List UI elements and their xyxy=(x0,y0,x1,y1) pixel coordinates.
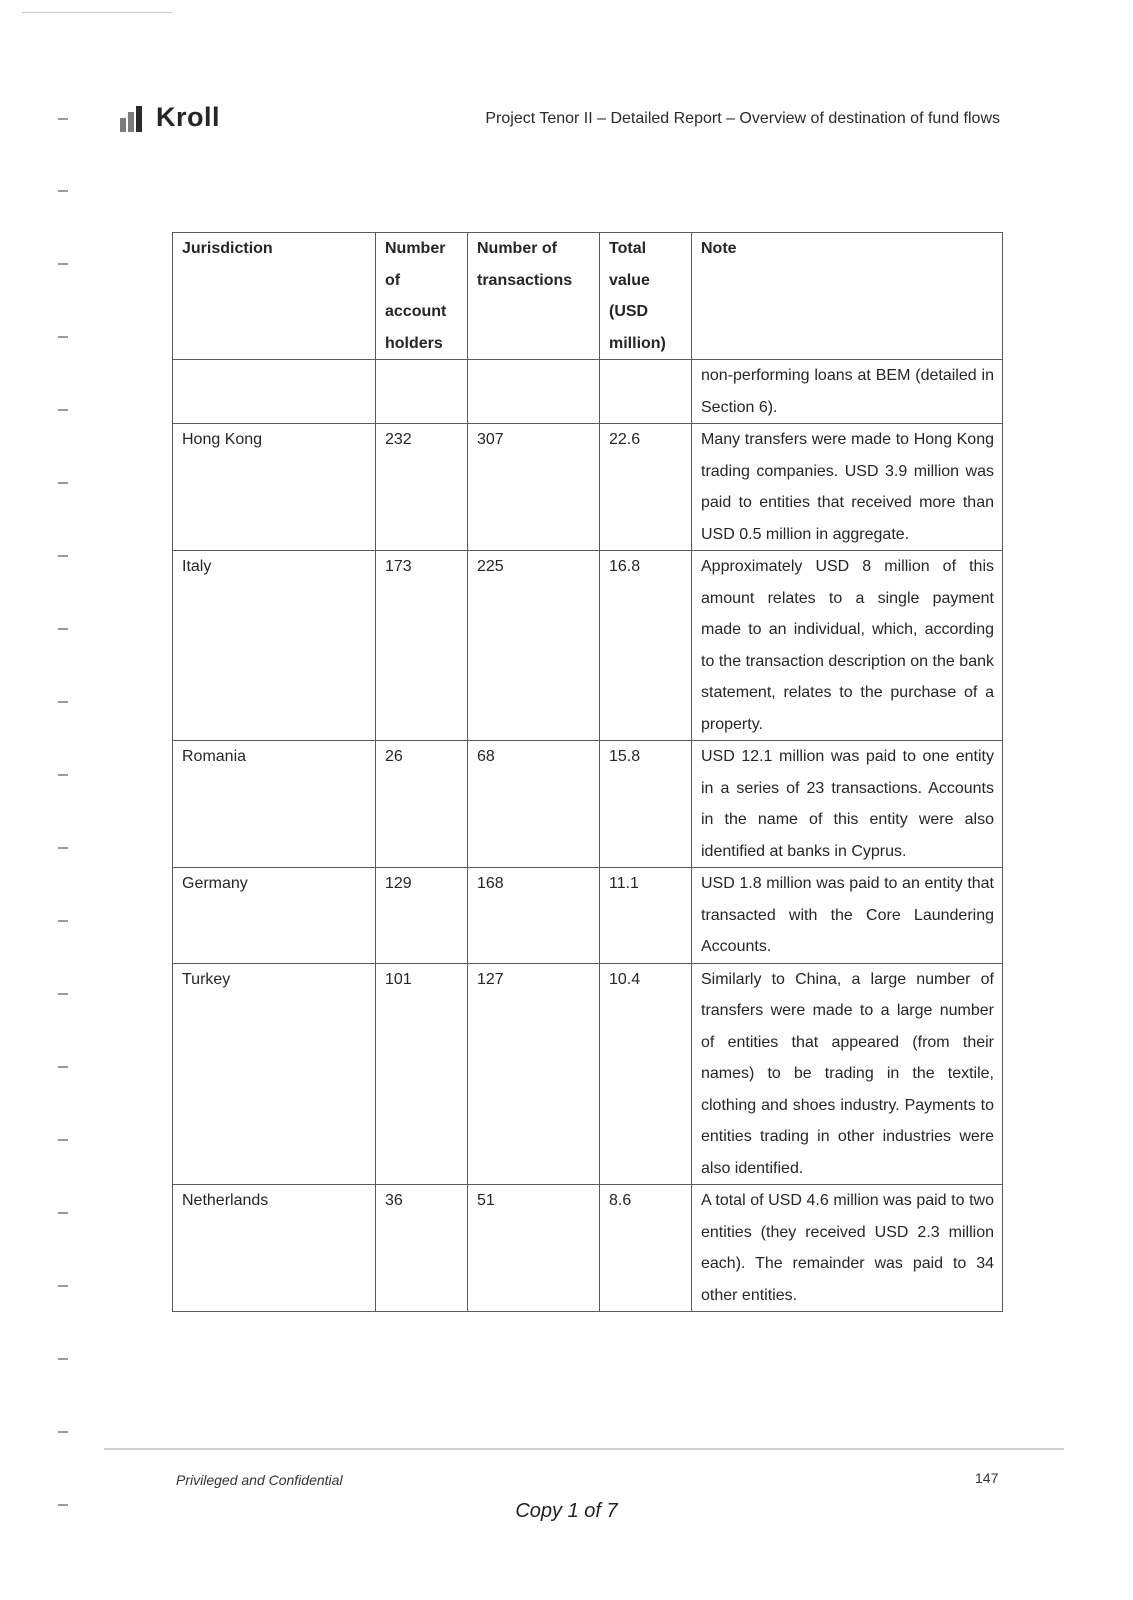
cell-transactions: 168 xyxy=(468,868,600,964)
cell-account-holders: 173 xyxy=(376,551,468,741)
confidentiality-notice: Privileged and Confidential xyxy=(176,1472,343,1488)
table-row xyxy=(173,868,1003,964)
kroll-logo xyxy=(120,102,220,133)
table-header-row xyxy=(173,233,1003,360)
cell-jurisdiction: Turkey xyxy=(173,963,376,1185)
cell-jurisdiction: Germany xyxy=(173,868,376,964)
cell-account-holders: 232 xyxy=(376,424,468,551)
cell-transactions: 225 xyxy=(468,551,600,741)
table-row xyxy=(173,741,1003,868)
cell-jurisdiction: Netherlands xyxy=(173,1185,376,1312)
cell-jurisdiction: Hong Kong xyxy=(173,424,376,551)
table-row xyxy=(173,963,1003,1185)
cell-total-value: 10.4 xyxy=(600,963,692,1185)
kroll-logo-icon xyxy=(120,104,152,132)
cell-account-holders: 26 xyxy=(376,741,468,868)
cell-transactions: 68 xyxy=(468,741,600,868)
cell-total-value: 15.8 xyxy=(600,741,692,868)
footer-divider xyxy=(104,1448,1064,1450)
cell-note: Approximately USD 8 million of this amount relates to a single payment made to an individual, which, according to the transaction description on the bank statement, relates to the purchase of a property. xyxy=(692,551,1003,741)
cell-note: USD 1.8 million was paid to an entity that transacted with the Core Laundering Accounts. xyxy=(692,868,1003,964)
cell-account-holders: 36 xyxy=(376,1185,468,1312)
continued-note: non-performing loans at BEM (detailed in Section 6). xyxy=(692,360,1003,424)
logo-text: Kroll xyxy=(156,102,221,132)
cell-jurisdiction: Italy xyxy=(173,551,376,741)
table-row xyxy=(173,551,1003,741)
cell-transactions: 127 xyxy=(468,963,600,1185)
cell-note: A total of USD 4.6 million was paid to two entities (they received USD 2.3 million each). The remainder was paid to 34 other entities. xyxy=(692,1185,1003,1312)
header-jurisdiction: Jurisdiction xyxy=(173,233,376,360)
cell-account-holders: 101 xyxy=(376,963,468,1185)
header-transactions: Number of transactions xyxy=(468,233,600,360)
cell-transactions: 51 xyxy=(468,1185,600,1312)
cell-note: USD 12.1 million was paid to one entity in a series of 23 transactions. Accounts in the name of this entity were also identified at banks in Cyprus. xyxy=(692,741,1003,868)
cell-total-value: 16.8 xyxy=(600,551,692,741)
table-row xyxy=(173,1185,1003,1312)
cell-account-holders: 129 xyxy=(376,868,468,964)
cell-note: Similarly to China, a large number of transfers were made to a large number of entities that appeared (from their names) to be trading in the textile, clothing and shoes industry. Payments to entities trading in other industries were also identified. xyxy=(692,963,1003,1185)
table-row xyxy=(173,424,1003,551)
header-account-holders: Number of account holders xyxy=(376,233,468,360)
cell-note: Many transfers were made to Hong Kong trading companies. USD 3.9 million was paid to entities that received more than USD 0.5 million in aggregate. xyxy=(692,424,1003,551)
cell-total-value: 11.1 xyxy=(600,868,692,964)
report-title: Project Tenor II – Detailed Report – Overview of destination of fund flows xyxy=(485,110,1000,127)
table-row-continued xyxy=(173,360,1003,424)
cell-total-value: 8.6 xyxy=(600,1185,692,1312)
fund-flows-table xyxy=(172,232,1003,1312)
margin-ticks xyxy=(0,0,80,1600)
page-number: 147 xyxy=(975,1470,999,1486)
header-total-value: Total value (USD million) xyxy=(600,233,692,360)
cell-jurisdiction: Romania xyxy=(173,741,376,868)
header-note: Note xyxy=(692,233,1003,360)
cell-transactions: 307 xyxy=(468,424,600,551)
cell-total-value: 22.6 xyxy=(600,424,692,551)
page-header xyxy=(120,100,1000,140)
copy-stamp: Copy 1 of 7 xyxy=(515,1500,618,1522)
